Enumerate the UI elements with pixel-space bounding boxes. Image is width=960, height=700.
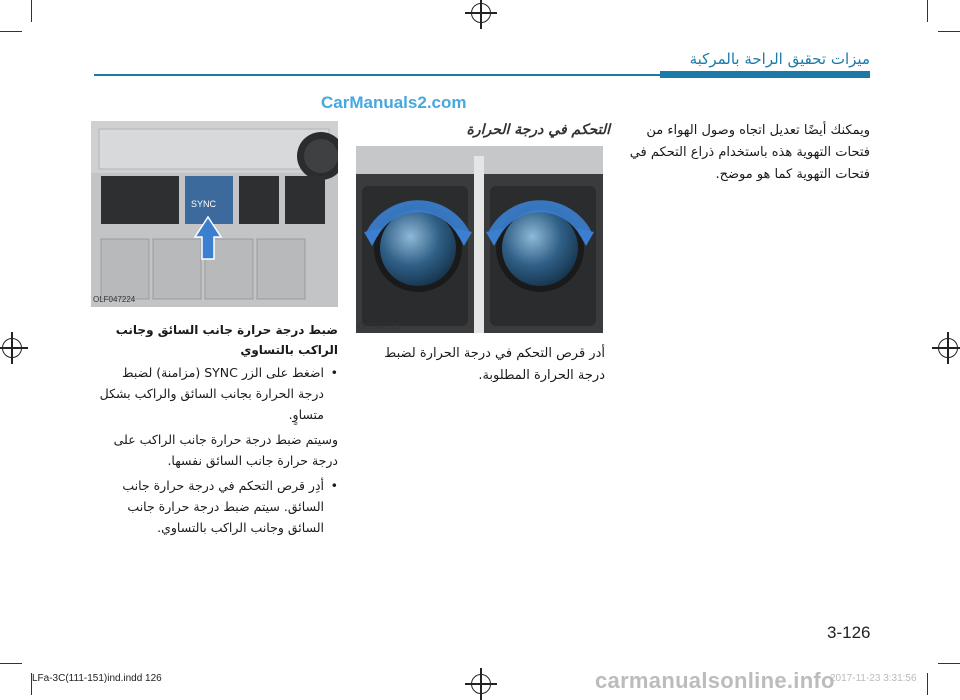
list-item xyxy=(93,429,338,471)
temperature-knobs-illustration xyxy=(356,146,603,333)
footer-watermark: carmanualsonline.info xyxy=(595,668,835,693)
temperature-paragraph: أدر قرص التحكم في درجة الحرارة لضبط درجة الحرارة المطلوبة. xyxy=(384,346,605,383)
registration-mark-icon xyxy=(471,674,491,694)
sync-bullets xyxy=(93,362,338,542)
page-header-title: ميزات تحقيق الراحة بالمركبة xyxy=(689,50,870,68)
list-item xyxy=(93,475,338,538)
sync-button: SYNC xyxy=(191,199,217,209)
watermark-top: CarManuals2.com xyxy=(321,93,467,112)
list-item xyxy=(93,362,338,425)
bullet-text: وسيتم ضبط درجة حرارة جانب الراكب على درجة حرارة جانب السائق نفسها. xyxy=(113,432,338,468)
footer-date: 2017-11-23 3:31:56 xyxy=(830,673,917,684)
vent-direction-paragraph: ويمكنك أيضًا تعديل اتجاه وصول الهواء من فتحات التهوية هذه باستخدام ذراع التحكم في فتحات التهوية كما هو موضح. xyxy=(629,123,870,182)
sync-button-figure xyxy=(91,121,338,307)
registration-mark-icon xyxy=(938,338,958,358)
crop-mark-icon xyxy=(0,31,22,32)
crop-mark-icon xyxy=(0,663,22,664)
registration-mark-icon xyxy=(2,338,22,358)
sync-panel-illustration xyxy=(91,121,338,307)
bullet-marker: • xyxy=(330,365,338,380)
crop-mark-icon xyxy=(927,0,928,22)
temperature-knobs-figure xyxy=(356,146,603,333)
registration-mark-icon xyxy=(471,3,491,23)
crop-mark-icon xyxy=(938,31,960,32)
crop-mark-icon xyxy=(31,0,32,22)
bullet-text: أدِر قرص التحكم في درجة حرارة جانب السائق. سيتم ضبط درجة حرارة جانب السائق وجانب الراكب بالتساوي. xyxy=(122,478,324,535)
sync-section-heading: ضبط درجة حرارة جانب السائق وجانب الراكب بالتساوي xyxy=(115,323,338,357)
crop-mark-icon xyxy=(927,673,928,695)
crop-mark-icon xyxy=(938,663,960,664)
temperature-control-heading: التحكم في درجة الحرارة xyxy=(466,122,610,138)
header-accent-bar xyxy=(660,71,870,78)
bullet-marker: • xyxy=(330,478,338,493)
figure-label: OLF047223 xyxy=(358,322,401,331)
page-number: 3-126 xyxy=(827,623,871,642)
footer-file-name: LFa-3C(111-151)ind.indd 126 xyxy=(32,673,162,684)
bullet-text: اضغط على الزر SYNC (مزامنة) لضبط درجة الحرارة بجانب السائق والراكب بشكل متساوٍ. xyxy=(99,365,324,422)
figure-label: OLF047224 xyxy=(93,295,136,304)
